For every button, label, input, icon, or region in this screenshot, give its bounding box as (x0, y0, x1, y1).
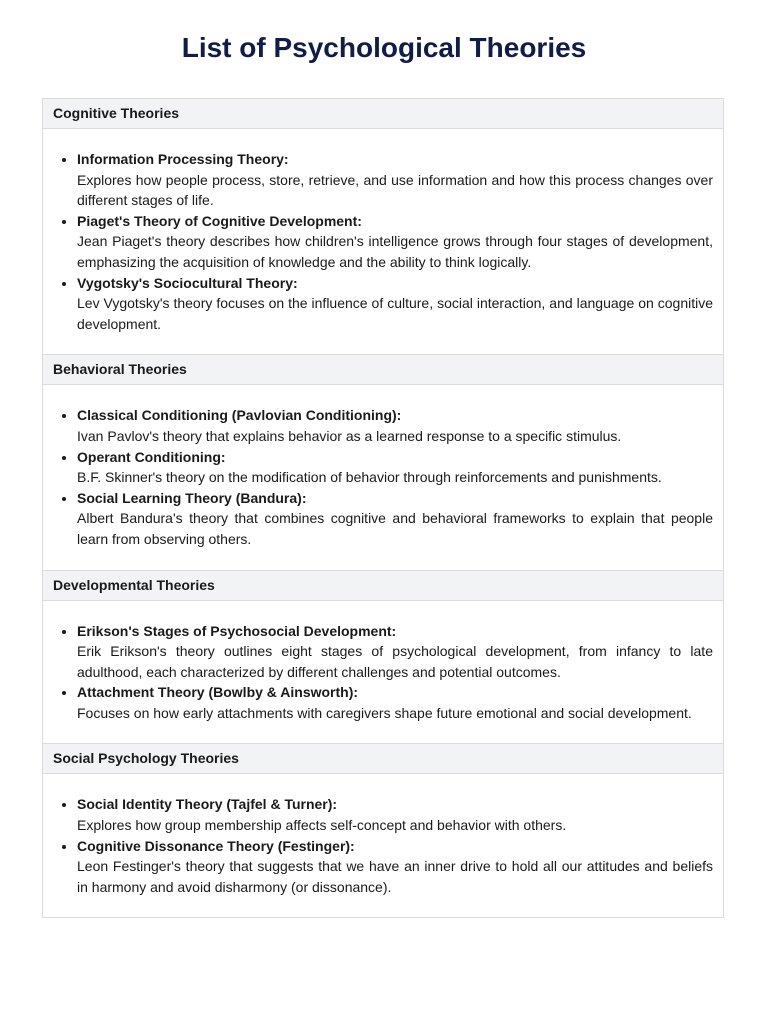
section-behavioral (43, 354, 723, 569)
list-item (77, 682, 713, 723)
section-body (43, 601, 723, 744)
theory-description: Explores how people process, store, retrieve, and use information and how this process changes over different stages of life. (77, 171, 713, 209)
theories-table (42, 98, 724, 918)
theory-description: Lev Vygotsky's theory focuses on the influence of culture, social interaction, and language on cognitive development. (77, 295, 713, 332)
theory-description: Ivan Pavlov's theory that explains behavior as a learned response to a specific stimulus. (77, 427, 622, 444)
section-heading: Social Psychology Theories (43, 743, 723, 774)
section-body (43, 774, 723, 917)
section-developmental (43, 570, 723, 744)
theory-description: Leon Festinger's theory that suggests that we have an inner drive to hold all our attitudes and beliefs in harmony and avoid disharmony (or dissonance). (77, 858, 713, 895)
section-heading: Behavioral Theories (43, 354, 723, 385)
section-heading: Cognitive Theories (43, 99, 723, 129)
theory-name: • Information Processing Theory: (77, 151, 289, 167)
list-item (77, 836, 713, 898)
page-title: List of Psychological Theories (181, 32, 587, 63)
list-item (77, 794, 713, 835)
list-item (77, 447, 713, 488)
section-cognitive (43, 99, 723, 354)
theory-name: • Social Identity Theory (Tajfel & Turner): (77, 796, 338, 813)
list-item (77, 273, 713, 335)
theory-name: • Social Learning Theory (Bandura): (77, 489, 307, 506)
theory-list (53, 794, 713, 897)
theory-name: • Classical Conditioning (Pavlovian Conditioning): (77, 407, 402, 424)
theory-name: • Cognitive Dissonance Theory (Festinger): (77, 837, 355, 854)
theory-name: • Piaget's Theory of Cognitive Development: (77, 212, 362, 229)
section-body (43, 385, 723, 569)
section-heading: Developmental Theories (43, 570, 723, 601)
list-item (77, 488, 713, 550)
theory-description: Erik Erikson's theory outlines eight stages of psychological development, from infancy to late adulthood, each characterized by different challenges and potential outcomes. (77, 643, 713, 680)
section-body (43, 129, 723, 354)
list-item (77, 621, 713, 683)
theory-name: • Attachment Theory (Bowlby & Ainsworth): (77, 684, 359, 701)
theory-description: B.F. Skinner's theory on the modification of behavior through reinforcements and punishments. (77, 469, 662, 486)
theory-description: Albert Bandura's theory that combines cognitive and behavioral frameworks to explain that people learn from observing others. (77, 510, 713, 547)
section-social-psychology (43, 743, 723, 917)
theory-list (53, 621, 713, 724)
list-item (77, 149, 713, 211)
theory-list (53, 405, 713, 549)
theory-name: • Erikson's Stages of Psychosocial Development: (77, 622, 397, 639)
theory-list (53, 149, 713, 334)
list-item (77, 211, 713, 273)
theory-description: Jean Piaget's theory describes how children's intelligence grows through four stages of development, emphasizing the acquisition of knowledge and the ability to think logically. (77, 233, 713, 270)
theory-name: • Operant Conditioning: (77, 448, 226, 465)
theory-name: • Vygotsky's Sociocultural Theory: (77, 274, 298, 291)
list-item (77, 405, 713, 446)
theory-description: Focuses on how early attachments with caregivers shape future emotional and social development. (77, 704, 692, 721)
theory-description: Explores how group membership affects self-concept and behavior with others. (77, 817, 567, 834)
